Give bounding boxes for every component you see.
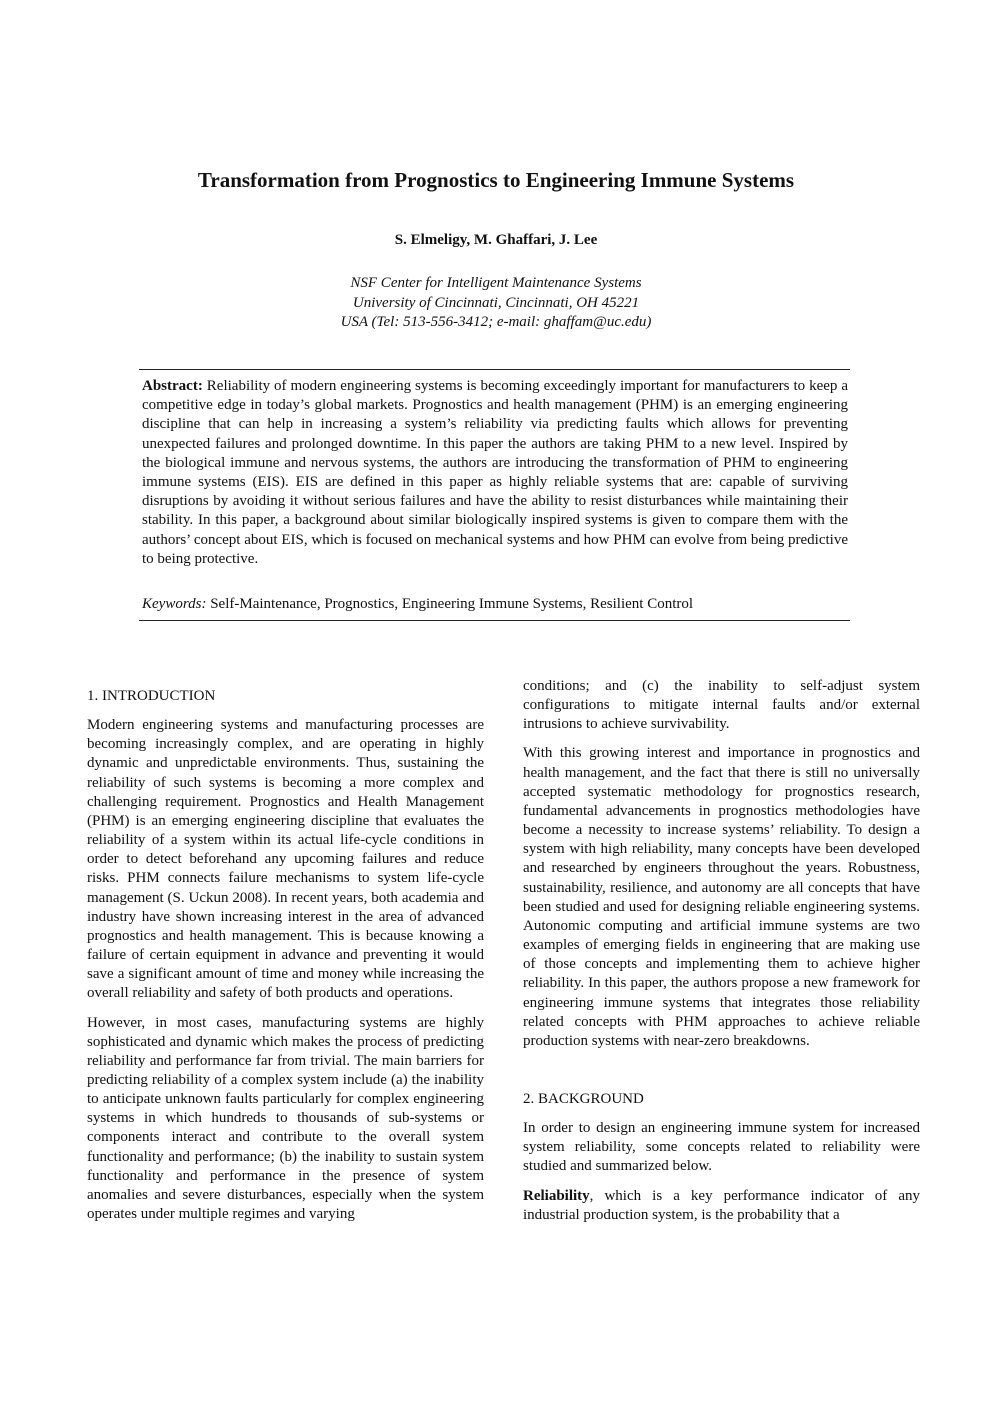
abstract-bottom-rule	[139, 620, 850, 621]
reliability-term: Reliability	[523, 1187, 590, 1204]
affiliation-line: USA (Tel: 513-556-3412; e-mail: ghaffam@uc.edu)	[340, 314, 652, 330]
abstract	[142, 377, 848, 569]
reliability-text: , which is a key performance indicator of any industrial production system, is the probability that a	[523, 1187, 920, 1223]
affiliation-block	[0, 274, 992, 333]
body-paragraph	[523, 1187, 920, 1225]
author-list: S. Elmeligy, M. Ghaffari, J. Lee	[394, 232, 598, 248]
right-column	[523, 677, 920, 1235]
abstract-text: Reliability of modern engineering systems is becoming exceedingly important for manufacturers to keep a competitive edge in today’s global markets. Prognostics and health management (PHM) is an emerging engineering discipline that can help in increasing a system’s reliability via predicting faults which allows for preventing unexpected failures and prolonged downtime. In this paper the authors are taking PHM to a new level. Inspired by the biological immune and nervous systems, the authors are introducing the transformation of PHM to engineering immune systems (EIS). EIS are defined in this paper as highly reliable systems that are: capable of surviving disruptions by avoiding it without serious failures and have the ability to resist disturbances while maintaining their stability. In this paper, a background about similar biologically inspired systems is given to compare them with the authors’ concept about EIS, which is focused on mechanical systems and how PHM can evolve from being predictive to being protective.	[142, 378, 848, 567]
affiliation-line: NSF Center for Intelligent Maintenance Systems	[350, 275, 642, 291]
body-paragraph: With this growing interest and importance in prognostics and health management, and the fact that there is still no universally accepted systematic methodology for prognostics research, fundamental advancements in prognostics methodologies have become a necessity to increase systems’ reliability. To design a system with high reliability, many concepts have been developed and researched by engineers throughout the years. Robustness, sustainability, resilience, and autonomy are all concepts that have been studied and used for designing reliable engineering systems. Autonomic computing and artificial immune systems are two examples of emerging fields in engineering that are making use of those concepts and implementing them to achieve higher reliability. In this paper, the authors propose a new framework for engineering immune systems that integrates those reliability related concepts with PHM approaches to achieve reliable production systems with near-zero breakdowns.	[523, 745, 920, 1049]
abstract-top-rule	[139, 369, 850, 370]
body-paragraph: conditions; and (c) the inability to self-adjust system configurations to mitigate internal faults and/or external intrusions to achieve survivability.	[523, 678, 920, 733]
left-column	[87, 687, 484, 1234]
keywords-text: Self-Maintenance, Prognostics, Engineering Immune Systems, Resilient Control	[206, 596, 694, 612]
abstract-label: Abstract:	[142, 378, 203, 394]
section-heading-background: 2. BACKGROUND	[523, 1090, 644, 1107]
section-gap	[523, 1061, 920, 1090]
keywords-label: Keywords:	[142, 596, 207, 612]
affiliation-line: University of Cincinnati, Cincinnati, OH 45221	[352, 294, 640, 311]
body-paragraph: In order to design an engineering immune system for increased system reliability, some concepts related to reliability were studied and summarized below.	[523, 1120, 920, 1175]
body-paragraph: However, in most cases, manufacturing systems are highly sophisticated and dynamic which makes the process of predicting reliability and performance far from trivial. The main barriers for predicting reliability of a complex system include (a) the inability to anticipate unknown faults particularly for complex engineering systems in which hundreds to thousands of sub-systems or components interact and contribute to the overall system functionality and performance; (b) the inability to sustain system functionality and performance in the presence of system anomalies and severe disturbances, especially when the system operates under multiple regimes and varying	[87, 1014, 484, 1223]
paper-title: Transformation from Prognostics to Engineering Immune Systems	[197, 168, 795, 192]
keywords	[142, 595, 848, 614]
section-heading-introduction: 1. INTRODUCTION	[87, 688, 216, 704]
body-paragraph: Modern engineering systems and manufacturing processes are becoming increasingly complex, and are operating in highly dynamic and unpredictable environments. Thus, sustaining the reliability of such systems is becoming a more complex and challenging requirement. Prognostics and Health Management (PHM) is an emerging engineering discipline that evaluates the reliability of a system within its actual life-cycle conditions in order to detect beforehand any upcoming failures and reduce risks. PHM connects failure mechanisms to system life-cycle management (S. Uckun 2008). In recent years, both academia and industry have shown increasing interest in the area of advanced prognostics and health management. This is because knowing a failure of certain equipment in advance and preventing it would save a significant amount of time and money while increasing the overall reliability and safety of both products and operations.	[87, 717, 484, 1002]
